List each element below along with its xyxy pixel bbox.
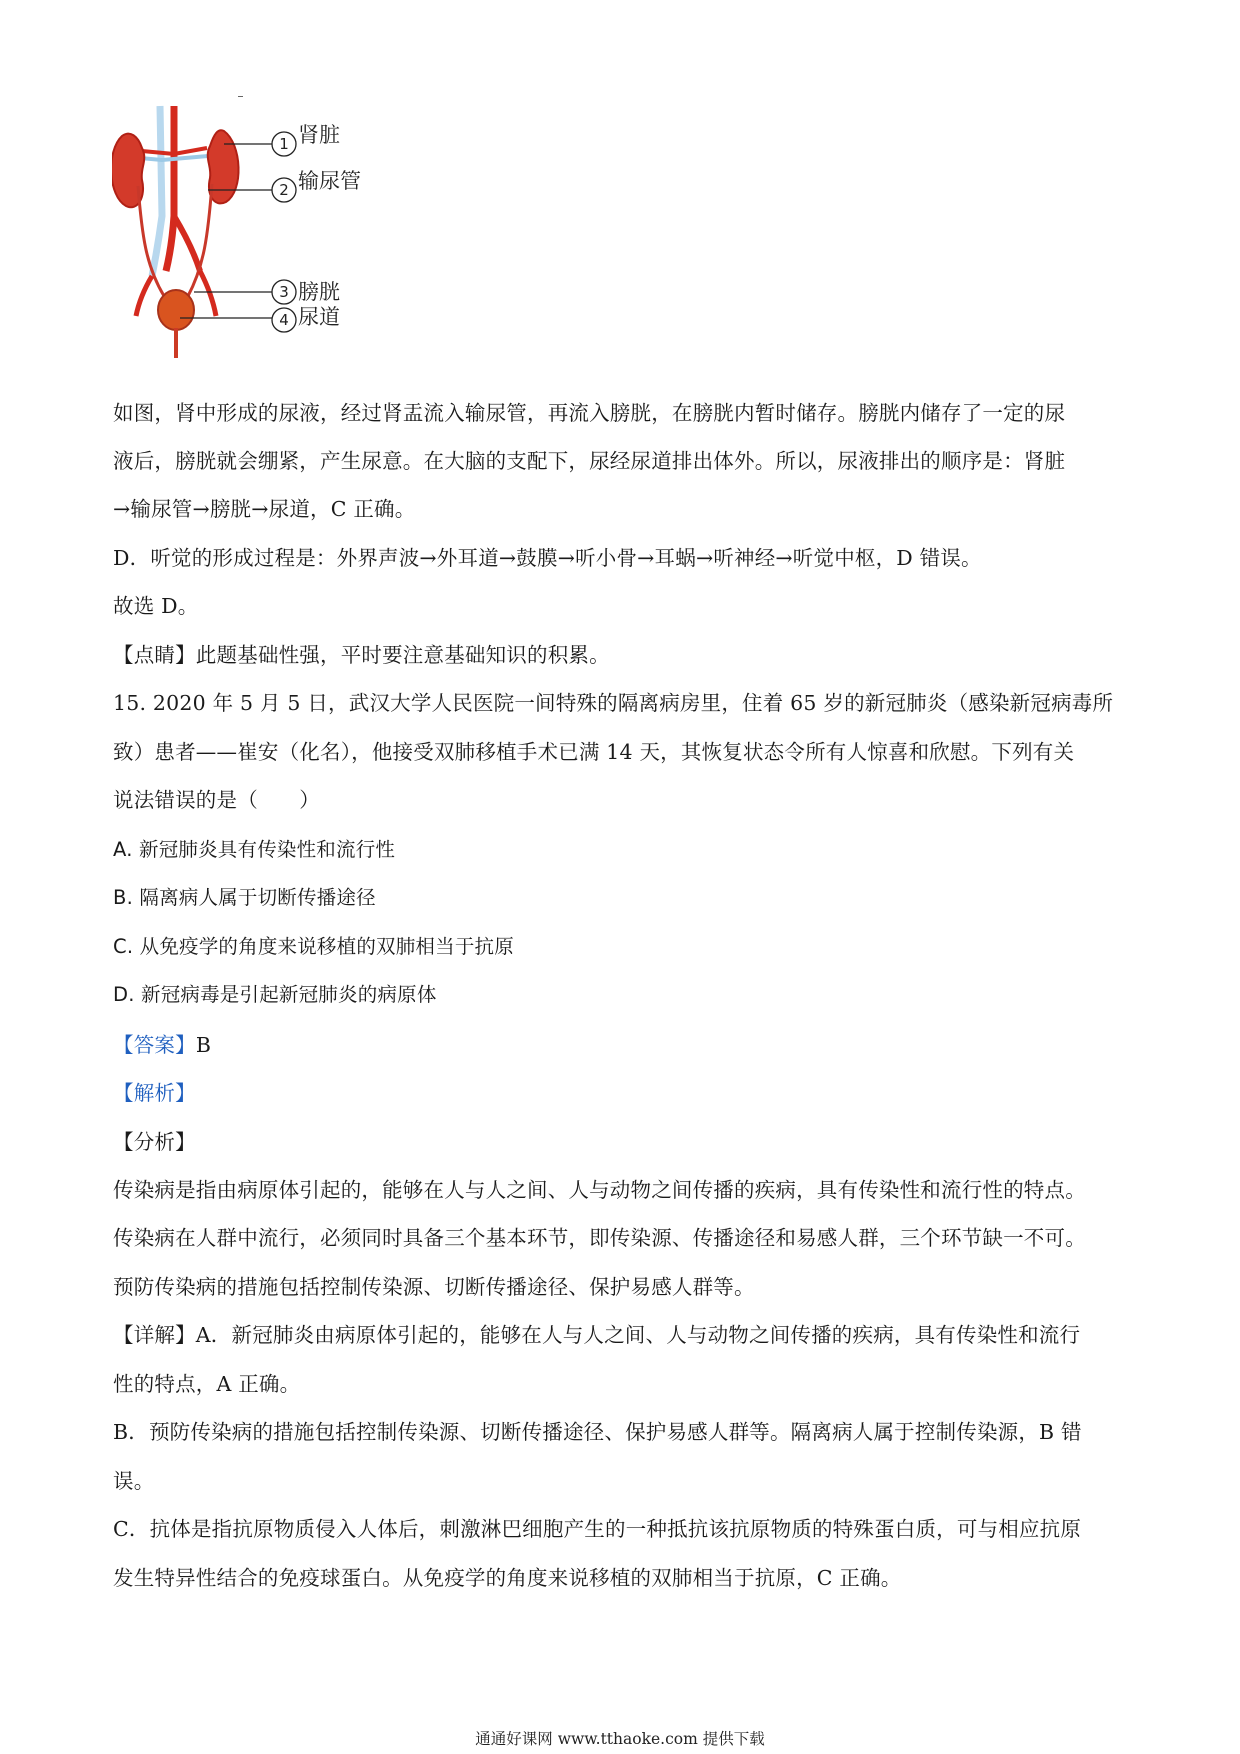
option-a: A. 新冠肺炎具有传染性和流行性 [113,838,396,861]
answer-line [113,1030,1133,1060]
question-line: 15. 2020 年 5 月 5 日，武汉大学人民医院一间特殊的隔离病房里，住着 65 岁的新冠肺炎（感染新冠病毒所 [113,691,1114,715]
label-num-4: 4 [279,311,289,329]
label-num-3: 3 [279,283,289,301]
text-line: →输尿管→膀胱→尿道，C 正确。 [113,497,416,521]
text-line: 传染病在人群中流行，必须同时具备三个基本环节，即传染源、传播途径和易感人群，三个环节缺一不可。 [113,1226,1086,1250]
text-line: 液后，膀胱就会绷紧，产生尿意。在大脑的支配下，尿经尿道排出体外。所以，尿液排出的顺序是：肾脏 [113,449,1066,473]
label-num-1: 1 [279,135,289,153]
text-line: C．抗体是指抗原物质侵入人体后，刺激淋巴细胞产生的一种抵抗该抗原物质的特殊蛋白质，可与相应抗原 [113,1517,1082,1541]
text-line: 故选 D。 [113,594,199,618]
page-footer: 通通好课网 www.tthaoke.com 提供下载 [475,1730,765,1748]
label-bladder: 膀胱 [298,280,340,304]
text-line: 传染病是指由病原体引起的，能够在人与人之间、人与动物之间传播的疾病，具有传染性和流行性的特点。 [113,1178,1086,1202]
option-c: C. 从免疫学的角度来说移植的双肺相当于抗原 [113,935,514,958]
question-line: 说法错误的是（ ） [113,788,320,812]
text-line: D．听觉的形成过程是：外界声波→外耳道→鼓膜→听小骨→耳蜗→听神经→听觉中枢，D 错误。 [113,546,982,570]
label-ureter: 输尿管 [298,169,361,193]
label-num-2: 2 [279,181,289,199]
question-line: 致）患者——崔安（化名），他接受双肺移植手术已满 14 天，其恢复状态令所有人惊喜和欣慰。下列有关 [113,740,1075,764]
text-line: 【点睛】此题基础性强，平时要注意基础知识的积累。 [113,643,610,667]
label-kidney: 肾脏 [298,123,340,147]
option-d: D. 新冠病毒是引起新冠肺炎的病原体 [113,983,437,1006]
fenxi-tag: 【分析】 [113,1130,196,1154]
label-urethra: 尿道 [298,305,340,329]
answer-value: B [195,1033,212,1057]
text-line: B．预防传染病的措施包括控制传染源、切断传播途径、保护易感人群等。隔离病人属于控制传染源，B 错 [113,1420,1082,1444]
text-line: 发生特异性结合的免疫球蛋白。从免疫学的角度来说移植的双肺相当于抗原，C 正确。 [113,1566,902,1590]
text-line: 如图，肾中形成的尿液，经过肾盂流入输尿管，再流入膀胱，在膀胱内暂时储存。膀胱内储存了一定的尿 [113,401,1066,425]
bladder-shape [158,290,194,330]
urinary-system-diagram [112,96,412,376]
text-line: 误。 [113,1469,155,1493]
text-line: 性的特点，A 正确。 [113,1372,301,1396]
analysis-tag: 【解析】 [113,1081,196,1105]
text-line: 【详解】A．新冠肺炎由病原体引起的，能够在人与人之间、人与动物之间传播的疾病，具有传染性和流行 [113,1323,1081,1347]
answer-tag: 【答案】 [113,1033,196,1057]
option-b: B. 隔离病人属于切断传播途径 [113,886,376,909]
text-line: 预防传染病的措施包括控制传染源、切断传播途径、保护易感人群等。 [113,1275,755,1299]
